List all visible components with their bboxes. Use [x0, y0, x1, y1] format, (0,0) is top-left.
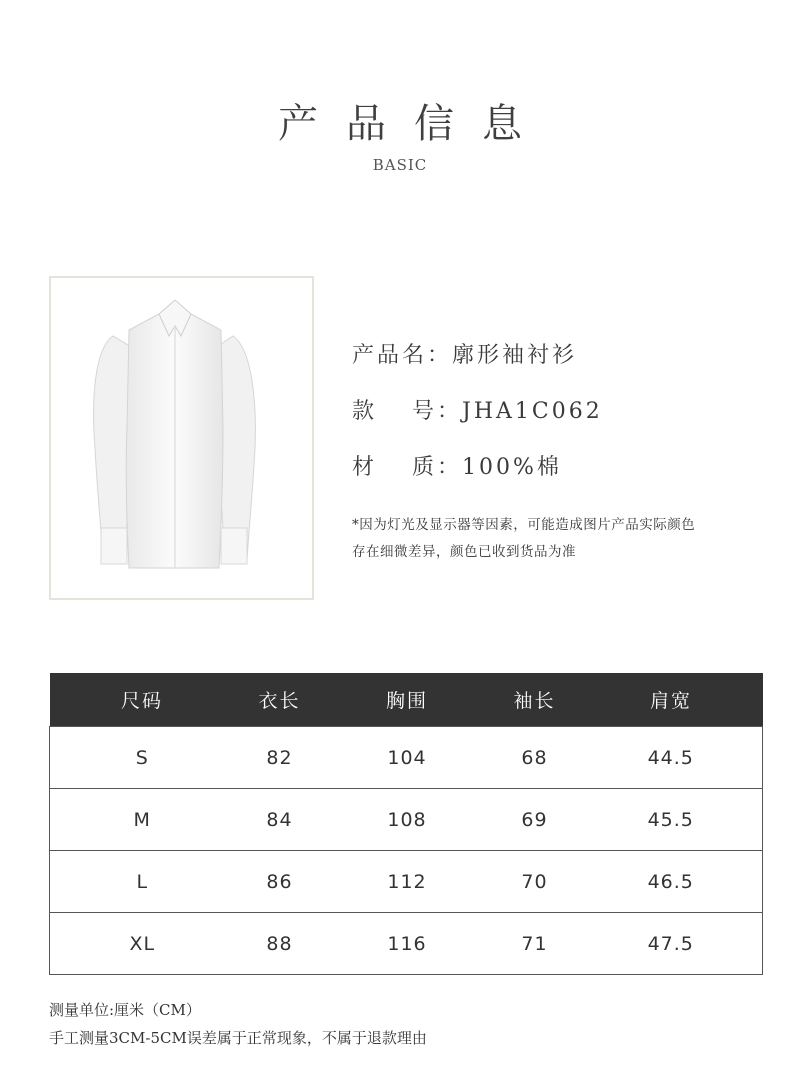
color-disclaimer-line-2: 存在细微差异，颜色已收到货品为准	[352, 544, 576, 560]
color-disclaimer	[352, 512, 772, 566]
tolerance-note: 手工测量3CM-5CM误差属于正常现象，不属于退款理由	[49, 1029, 427, 1047]
page-subtitle: BASIC	[372, 156, 428, 174]
table-row	[50, 913, 763, 975]
page-title: 产品信息	[278, 101, 550, 147]
header-length: 衣长	[235, 673, 325, 727]
product-info	[352, 336, 772, 504]
product-material-value: 100%棉	[462, 455, 562, 480]
cell-chest: 104	[325, 727, 490, 789]
product-sku-value: JHA1C062	[462, 399, 603, 424]
cell-shoulder: 47.5	[580, 913, 763, 975]
header-size: 尺码	[50, 673, 235, 727]
product-material-label: 材 质：	[352, 455, 462, 480]
white-shirt-photo-icon	[51, 278, 312, 598]
cell-chest: 112	[325, 851, 490, 913]
cell-shoulder: 45.5	[580, 789, 763, 851]
cell-sleeve: 70	[490, 851, 580, 913]
cell-size: XL	[50, 913, 235, 975]
cell-chest: 108	[325, 789, 490, 851]
color-disclaimer-line-1: *因为灯光及显示器等因素，可能造成图片产品实际颜色	[352, 517, 696, 533]
header-chest: 胸围	[325, 673, 490, 727]
size-table-header-row	[50, 673, 763, 727]
cell-sleeve: 71	[490, 913, 580, 975]
product-sku-label: 款 号：	[352, 399, 462, 424]
cell-chest: 116	[325, 913, 490, 975]
cell-length: 88	[235, 913, 325, 975]
cell-size: S	[50, 727, 235, 789]
cell-shoulder: 44.5	[580, 727, 763, 789]
table-row	[50, 727, 763, 789]
product-image-frame	[49, 276, 314, 600]
cell-size: M	[50, 789, 235, 851]
table-row	[50, 789, 763, 851]
product-name-label: 产品名：	[352, 343, 453, 368]
cell-sleeve: 68	[490, 727, 580, 789]
measurement-notes	[49, 996, 769, 1052]
table-row	[50, 851, 763, 913]
cell-size: L	[50, 851, 235, 913]
size-table	[49, 673, 763, 975]
product-material-row	[352, 448, 772, 504]
header-shoulder: 肩宽	[580, 673, 763, 727]
product-name-value: 廓形袖衬衫	[452, 343, 578, 368]
cell-sleeve: 69	[490, 789, 580, 851]
cell-shoulder: 46.5	[580, 851, 763, 913]
product-sku-row	[352, 392, 772, 448]
cell-length: 82	[235, 727, 325, 789]
cell-length: 84	[235, 789, 325, 851]
product-name-row	[352, 336, 772, 392]
unit-note: 测量单位:厘米（CM）	[49, 1001, 201, 1019]
header-sleeve: 袖长	[490, 673, 580, 727]
cell-length: 86	[235, 851, 325, 913]
